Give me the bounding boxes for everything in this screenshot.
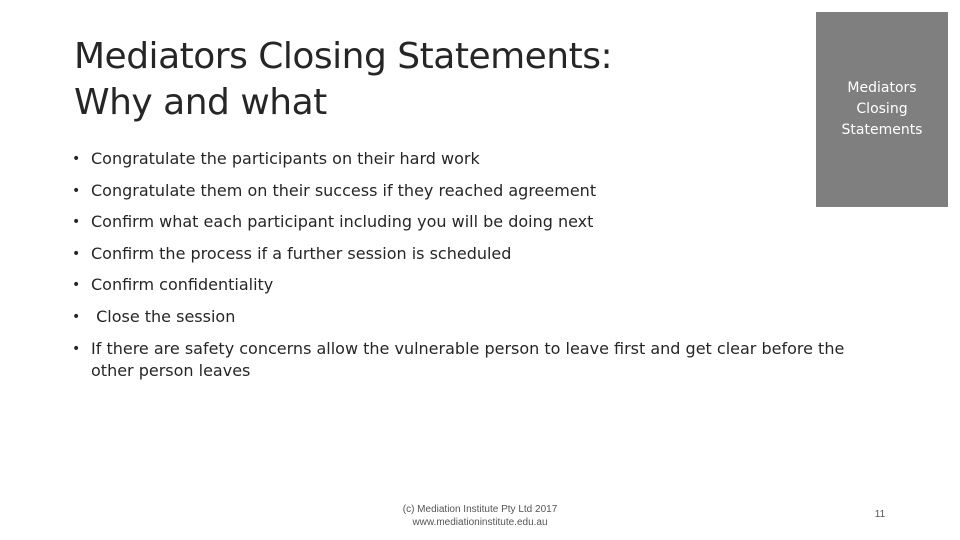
bullet-item <box>72 211 872 233</box>
bullet-text: Confirm what each participant including you will be doing next <box>91 212 594 232</box>
side-label-text: Mediators Closing Statements <box>841 80 923 138</box>
page-number: 11 <box>874 509 886 520</box>
bullet-item <box>72 180 872 202</box>
bullet-icon: • <box>72 340 81 357</box>
bullet-icon: • <box>72 182 81 199</box>
bullet-icon: • <box>72 151 81 167</box>
bullet-item <box>72 274 872 296</box>
bullet-text: Confirm confidentiality <box>91 275 274 295</box>
bullet-text: Congratulate them on their success if they reached agreement <box>91 180 597 200</box>
footer-website: www.mediationinstitute.edu.au <box>412 517 548 528</box>
footer-copyright <box>360 503 600 529</box>
bullet-icon: • <box>72 277 81 294</box>
slide-title-line-2: Why and what <box>74 82 327 123</box>
bullet-list <box>72 148 872 391</box>
bullet-item <box>72 338 861 382</box>
bullet-icon: • <box>72 308 81 325</box>
slide-title <box>74 34 774 126</box>
bullet-item <box>72 148 872 170</box>
bullet-item <box>72 306 872 328</box>
bullet-text: Close the session <box>91 306 236 326</box>
bullet-icon: • <box>72 245 81 262</box>
footer-copyright-line: (c) Mediation Institute Pty Ltd 2017 <box>402 504 558 515</box>
bullet-item <box>72 243 872 265</box>
bullet-text: Confirm the process if a further session is scheduled <box>91 243 512 263</box>
bullet-text: Congratulate the participants on their hard work <box>91 149 480 168</box>
bullet-text: If there are safety concerns allow the vulnerable person to leave first and get clear before the other person leaves <box>91 338 845 380</box>
slide-title-line-1: Mediators Closing Statements: <box>74 36 613 77</box>
bullet-icon: • <box>72 214 81 231</box>
